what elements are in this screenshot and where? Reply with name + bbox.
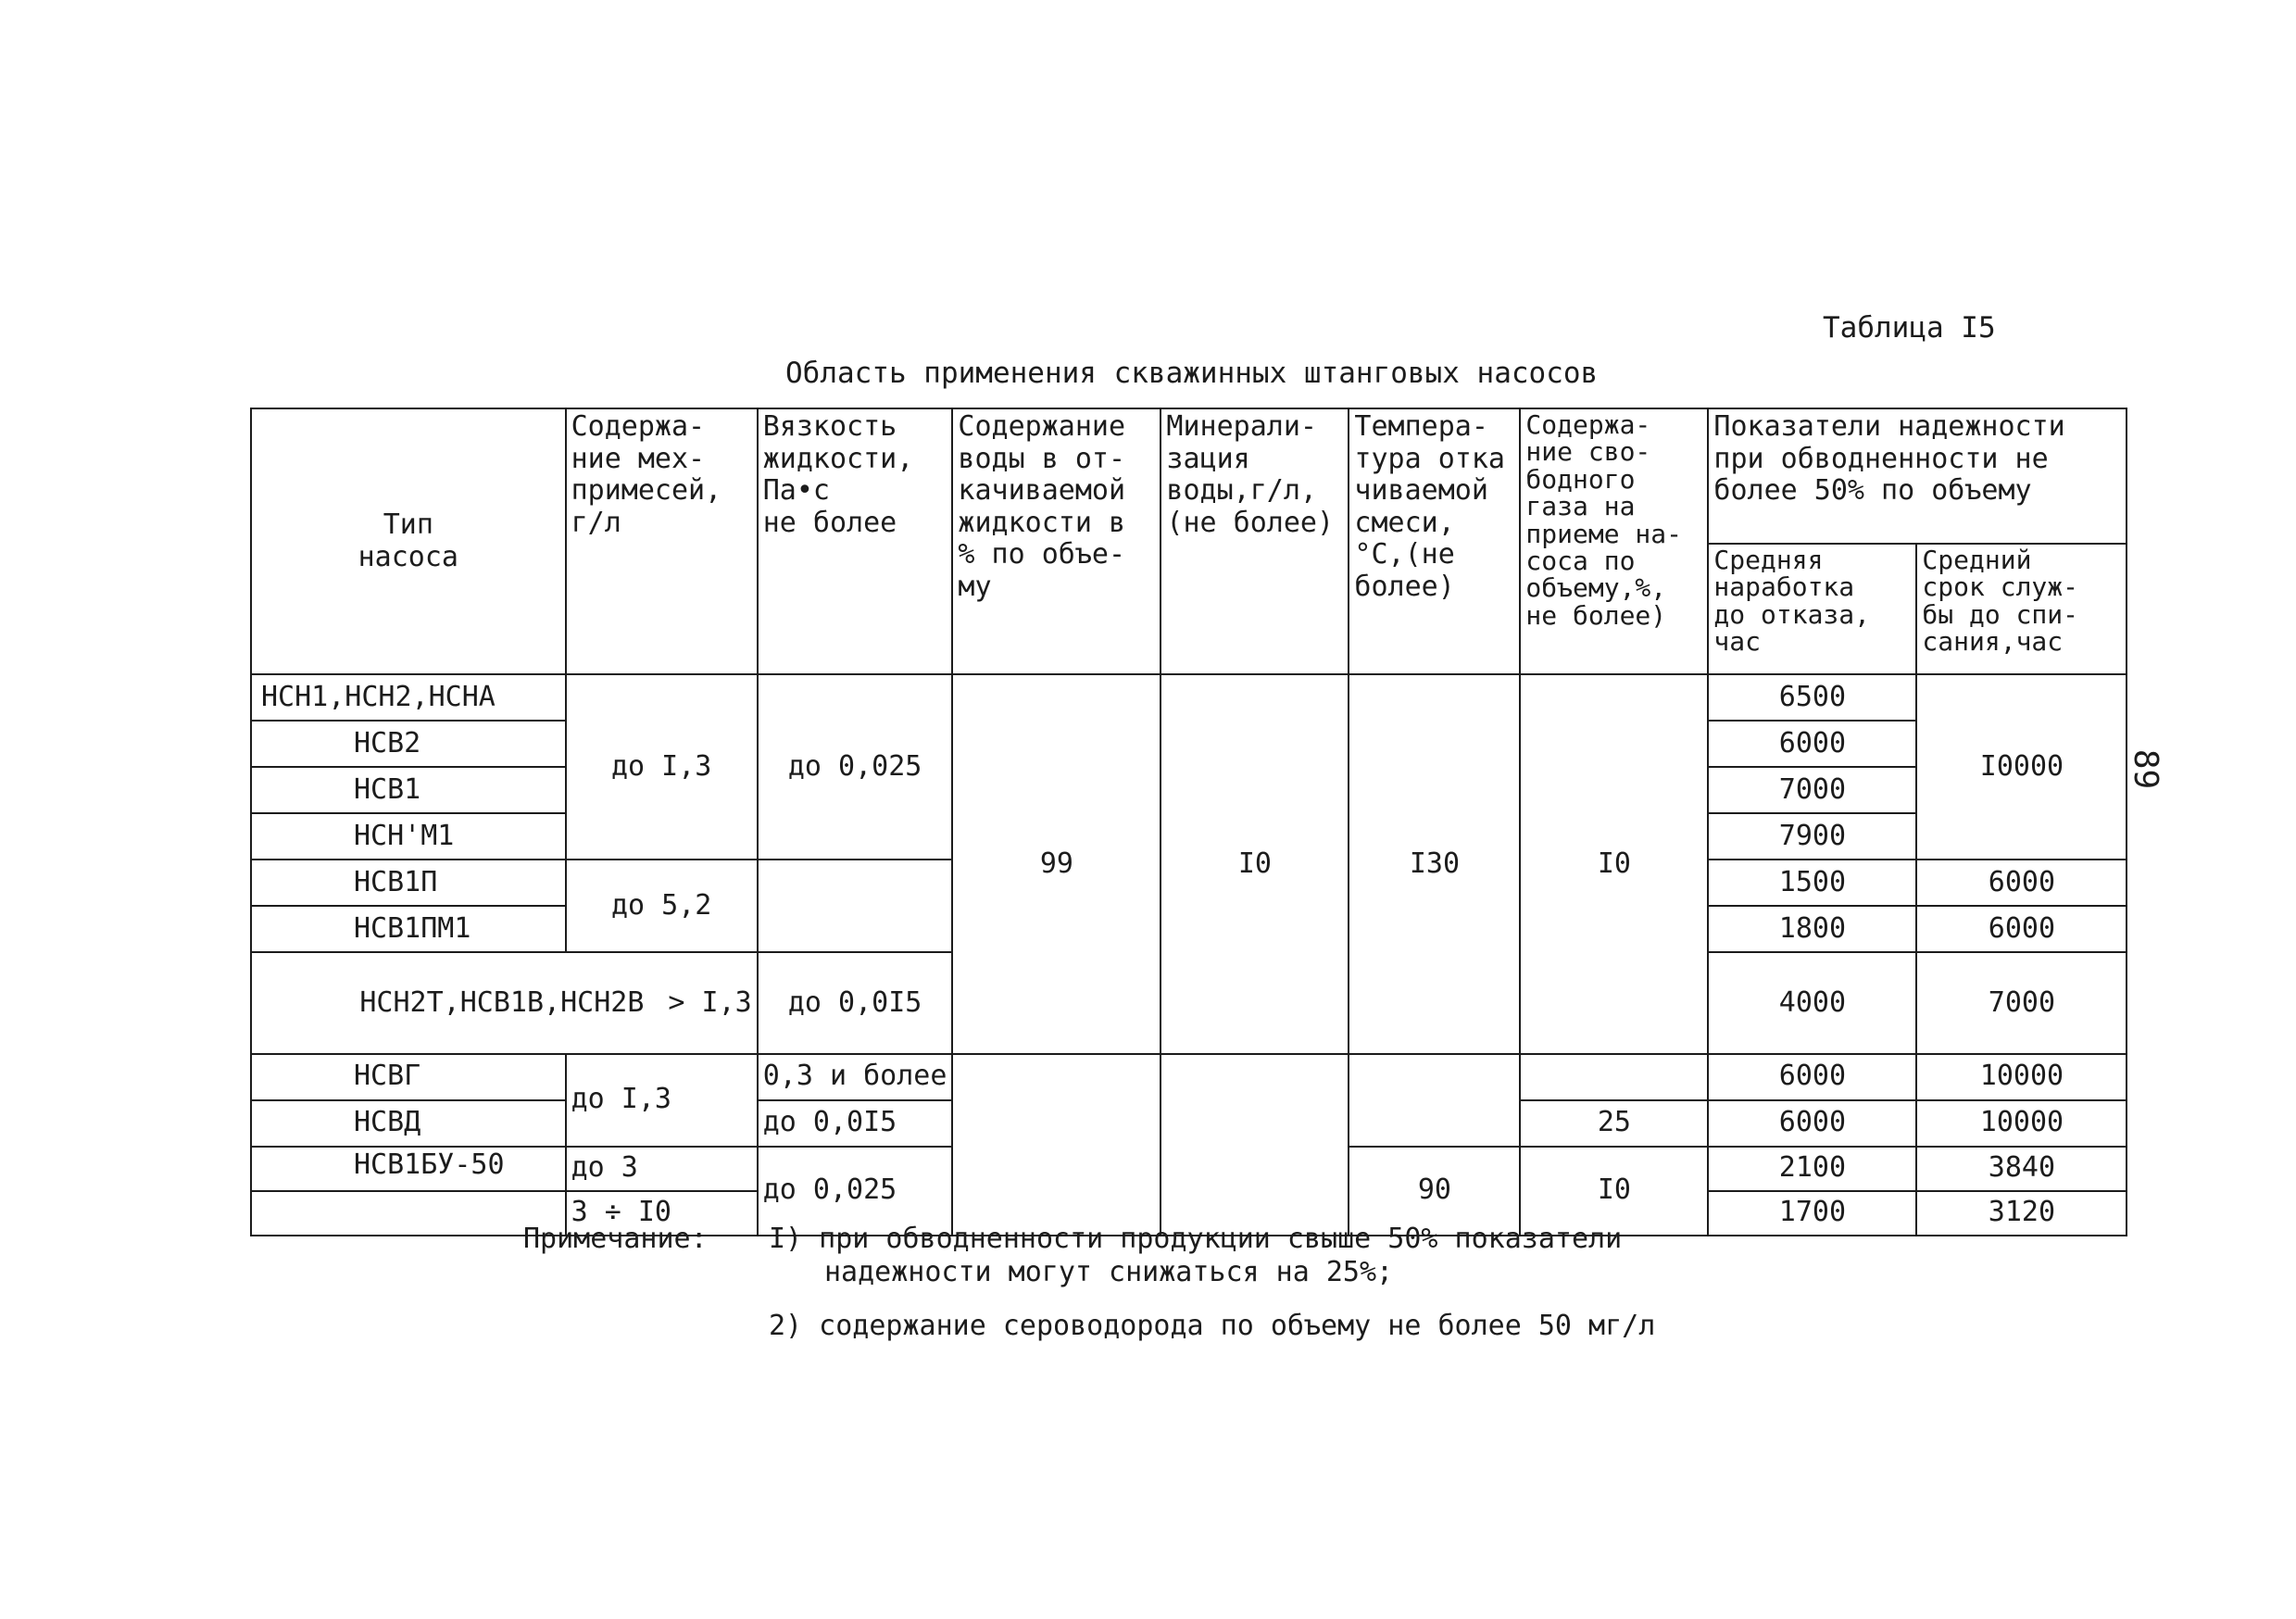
- pump-application-table: [250, 408, 2127, 1236]
- header-free-gas: Содержа- ние сво- бодного газа на приеме на- соса по объему,%, не более): [1520, 408, 1708, 674]
- pump-type-label: НСН2Т,НСВ1В,НСН2В: [359, 985, 645, 1019]
- viscosity-cell: до 0,025: [758, 674, 953, 860]
- mech-impurities-cell: 3 ÷ I0: [566, 1191, 758, 1236]
- header-mineralization: Минерали- зация воды,г/л, (не более): [1161, 408, 1349, 674]
- note-item-2: 2) содержание сероводорода по объему не более 50 мг/л: [769, 1310, 1656, 1342]
- mtbf-cell: 2100: [1708, 1147, 1916, 1191]
- mtbf-cell: 7000: [1708, 767, 1916, 813]
- free-gas-cell: I0: [1520, 674, 1708, 1054]
- pump-type-cell: НСВ1П: [251, 860, 566, 906]
- pump-type-cell: НСН'М1: [251, 813, 566, 860]
- viscosity-cell-empty: [758, 860, 953, 952]
- header-mech-impurities: Содержа- ние мех- примесей, г/л: [566, 408, 758, 674]
- mech-impurities-cell: до I,3: [566, 1054, 758, 1147]
- mtbf-cell: 7900: [1708, 813, 1916, 860]
- service-life-cell: 3840: [1916, 1147, 2127, 1191]
- header-pump-type: Тип насоса: [251, 408, 566, 674]
- mech-impurities-cell: до 3: [566, 1147, 758, 1191]
- pump-type-cell: НСВ2: [251, 721, 566, 767]
- mtbf-cell: 6500: [1708, 674, 1916, 721]
- service-life-cell: 6000: [1916, 906, 2127, 952]
- table-title: Область применения скважинных штанговых насосов: [785, 357, 1599, 390]
- pump-type-cell: НСВГ: [251, 1054, 566, 1100]
- mtbf-cell: 1500: [1708, 860, 1916, 906]
- free-gas-cell: 25: [1520, 1100, 1708, 1147]
- water-content-cell-empty: [952, 1054, 1161, 1236]
- notes: [523, 1223, 1655, 1343]
- note-item-1-continuation: надежности могут снижаться на 25%;: [824, 1256, 1394, 1288]
- temperature-cell-empty: [1349, 1054, 1520, 1147]
- table-row: [251, 674, 2127, 721]
- mineralization-cell-empty: [1161, 1054, 1349, 1236]
- temperature-cell: I30: [1349, 674, 1520, 1054]
- notes-label: Примечание:: [523, 1223, 708, 1255]
- mineralization-cell: I0: [1161, 674, 1349, 1054]
- viscosity-cell: 0,3 и более: [758, 1054, 953, 1100]
- note-item-1: I) при обводненности продукции свыше 50% показатели: [769, 1223, 1623, 1255]
- service-life-cell: 6000: [1916, 860, 2127, 906]
- pump-type-cell: [251, 1191, 566, 1236]
- page-number: 89: [2127, 748, 2165, 790]
- service-life-cell: 7000: [1916, 952, 2127, 1054]
- mtbf-cell: 4000: [1708, 952, 1916, 1054]
- mtbf-cell: 6000: [1708, 721, 1916, 767]
- header-temperature: Темпера- тура отка чиваемой смеси, °С,(не более): [1349, 408, 1520, 674]
- header-service-life: Средний срок служ- бы до спи- сания,час: [1916, 544, 2127, 674]
- pump-type-cell: НСВ1: [251, 767, 566, 813]
- service-life-cell: I0000: [1916, 674, 2127, 860]
- header-mtbf: Средняя наработка до отказа, час: [1708, 544, 1916, 674]
- mtbf-cell: 1700: [1708, 1191, 1916, 1236]
- free-gas-cell-empty: [1520, 1054, 1708, 1100]
- pump-type-cell: НСН1,НСН2,НСНА: [251, 674, 566, 721]
- viscosity-cell: до 0,0I5: [758, 1100, 953, 1147]
- mtbf-cell: 1800: [1708, 906, 1916, 952]
- service-life-cell: 10000: [1916, 1100, 2127, 1147]
- mtbf-cell: 6000: [1708, 1054, 1916, 1100]
- header-reliability: Показатели надежности при обводненности не более 50% по объему: [1708, 408, 2127, 544]
- table-row: [251, 1054, 2127, 1100]
- mech-impurities-cell: до I,3: [566, 674, 758, 860]
- water-content-cell: 99: [952, 674, 1161, 1054]
- free-gas-cell: I0: [1520, 1147, 1708, 1236]
- mtbf-cell: 6000: [1708, 1100, 1916, 1147]
- service-life-cell: 10000: [1916, 1054, 2127, 1100]
- temperature-cell: 90: [1349, 1147, 1520, 1236]
- viscosity-cell: до 0,0I5: [758, 952, 953, 1054]
- mech-impurities-cell: до 5,2: [566, 860, 758, 952]
- pump-type-cell: НСВ1БУ-50: [251, 1147, 566, 1191]
- service-life-cell: 3120: [1916, 1191, 2127, 1236]
- viscosity-cell: до 0,025: [758, 1147, 953, 1236]
- pump-type-cell: НСВД: [251, 1100, 566, 1147]
- pump-type-cell: [251, 952, 758, 1054]
- pump-type-cell: НСВ1ПМ1: [251, 906, 566, 952]
- header-row-1: [251, 408, 2127, 544]
- table-label: Таблица I5: [1823, 311, 1996, 345]
- header-viscosity: Вязкость жидкости, Па•с не более: [758, 408, 953, 674]
- mech-impurities-value: > I,3: [668, 985, 752, 1019]
- header-water-content: Содержание воды в от- качиваемой жидкости в % по объе- му: [952, 408, 1161, 674]
